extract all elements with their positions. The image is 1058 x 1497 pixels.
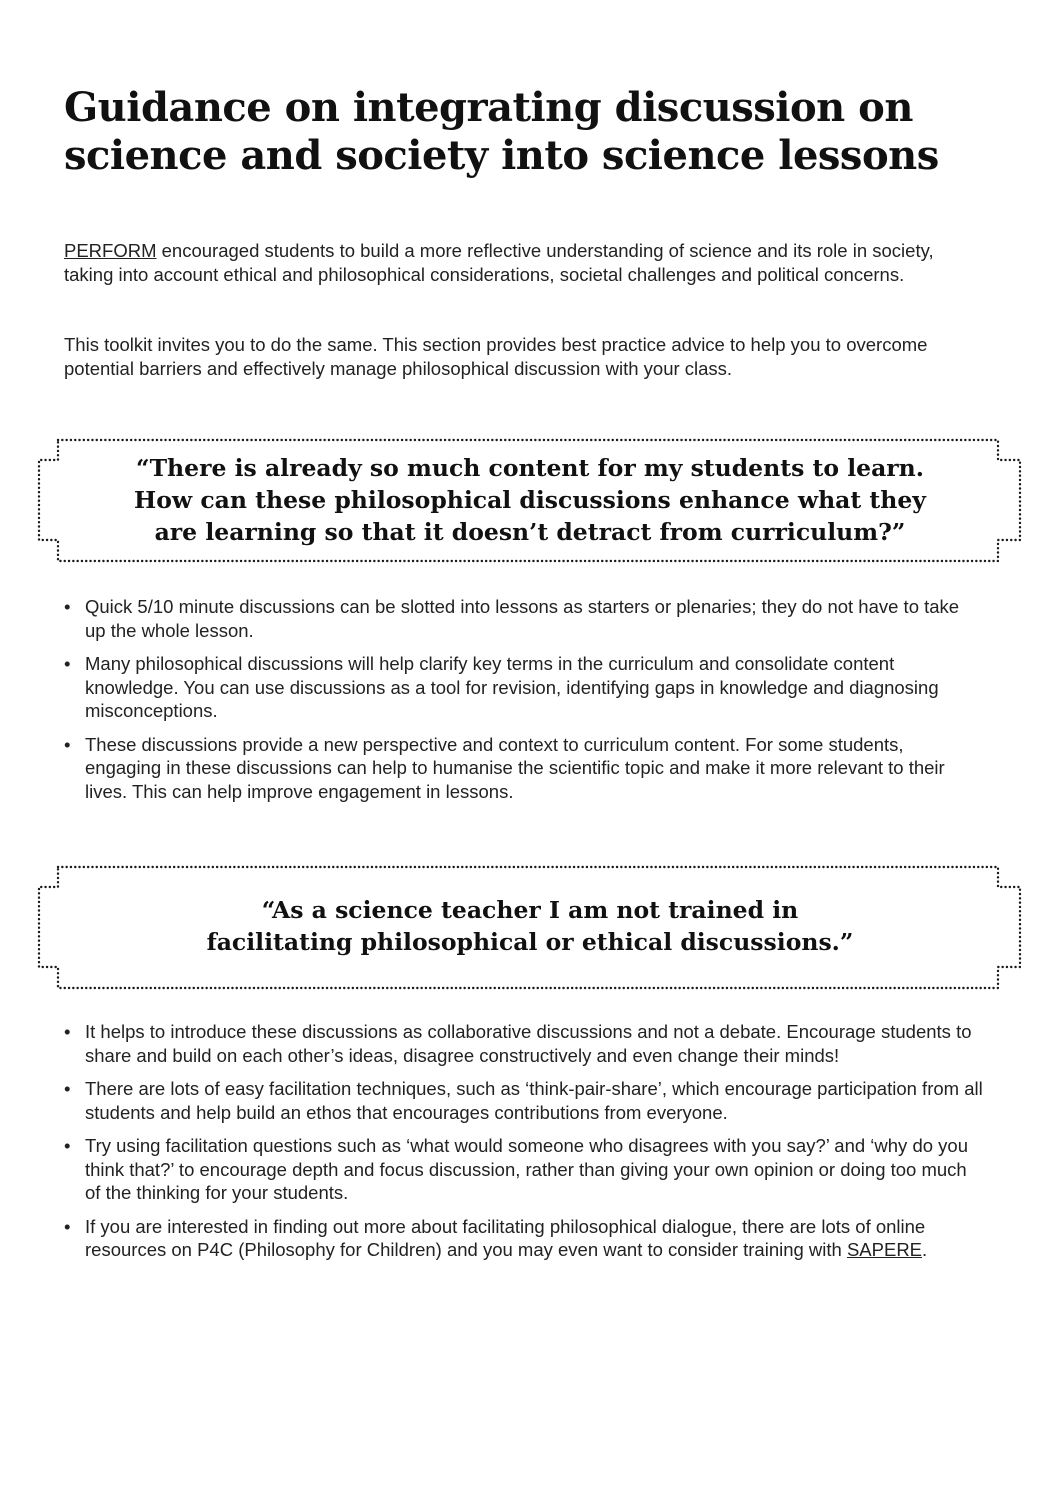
- intro-paragraph-1: [64, 239, 944, 286]
- list-item: [64, 1215, 984, 1262]
- sapere-link[interactable]: SAPERE: [846, 1239, 923, 1260]
- list-item: [64, 733, 984, 804]
- bullet-icon: •: [64, 1135, 71, 1156]
- list-item-text-end: .: [922, 1239, 928, 1260]
- bullet-icon: •: [64, 1215, 71, 1237]
- quote-frame-2: [36, 864, 1024, 992]
- list-item: [64, 1134, 984, 1205]
- title-line-1: Guidance on integrating discussion on: [64, 84, 913, 131]
- quote-1-line-2: How can these philosophical discussions enhance what they: [134, 486, 926, 514]
- perform-link[interactable]: PERFORM: [64, 240, 157, 261]
- list-item-text: Many philosophical discussions will help clarify key terms in the curriculum and consolidate content knowledge. You can use discussions as a tool for revision, identifying gaps in knowledge and diagnosing misconceptions.: [85, 653, 939, 721]
- bullet-icon: •: [64, 596, 71, 617]
- list-item: [64, 652, 984, 723]
- quote-2: [36, 894, 1024, 958]
- title-line-2: science and society into science lessons: [64, 132, 939, 179]
- bullet-list-2: [64, 1020, 984, 1272]
- list-item-text: It helps to introduce these discussions as collaborative discussions and not a debate. Encourage students to share and build on each other’s ideas, disagree constructively and even change their minds!: [85, 1021, 972, 1066]
- page-title: [64, 84, 964, 180]
- list-item-text: These discussions provide a new perspective and context to curriculum content. For some students, engaging in these discussions can help to humanise the scientific topic and make it more relevant to their lives. This can help improve engagement in lessons.: [85, 733, 945, 802]
- quote-2-line-1: “As a science teacher I am not trained in: [261, 896, 799, 924]
- bullet-icon: •: [64, 1078, 71, 1099]
- list-item-text: If you are interested in finding out more about facilitating philosophical dialogue, there are lots of online resources on P4C (Philosophy for Children) and you may even want to consider training with: [85, 1215, 926, 1260]
- list-item: [64, 1020, 984, 1067]
- list-item: [64, 595, 984, 642]
- list-item-text: Quick 5/10 minute discussions can be slotted into lessons as starters or plenaries; they do not have to take up the whole lesson.: [85, 596, 960, 641]
- bullet-list-1: [64, 595, 984, 813]
- quote-1-line-1: “There is already so much content for my students to learn.: [136, 454, 924, 482]
- quote-1-line-3: are learning so that it doesn’t detract from curriculum?”: [154, 518, 906, 546]
- intro-paragraph-2: This toolkit invites you to do the same. This section provides best practice advice to help you to overcome potential barriers and effectively manage philosophical discussion with your class.: [64, 334, 928, 379]
- quote-2-line-2: facilitating philosophical or ethical discussions.”: [206, 928, 854, 956]
- list-item: [64, 1077, 984, 1124]
- bullet-icon: •: [64, 733, 71, 755]
- bullet-icon: •: [64, 1021, 71, 1042]
- intro-paragraph-1-text: encouraged students to build a more reflective understanding of science and its role in society, taking into account ethical and philosophical considerations, societal challenges and political concerns.: [64, 240, 934, 285]
- list-item-text: Try using facilitation questions such as ‘what would someone who disagrees with you say?’ and ‘why do you think that?’ to encourage depth and focus discussion, rather than giving your own opinion or doing too much of the thinking for your students.: [85, 1135, 968, 1203]
- quote-frame-1: [36, 437, 1024, 565]
- quote-1: [36, 452, 1024, 548]
- bullet-icon: •: [64, 653, 71, 674]
- list-item-text: There are lots of easy facilitation techniques, such as ‘think-pair-share’, which encourage participation from all students and help build an ethos that encourages contributions from everyone.: [85, 1078, 983, 1123]
